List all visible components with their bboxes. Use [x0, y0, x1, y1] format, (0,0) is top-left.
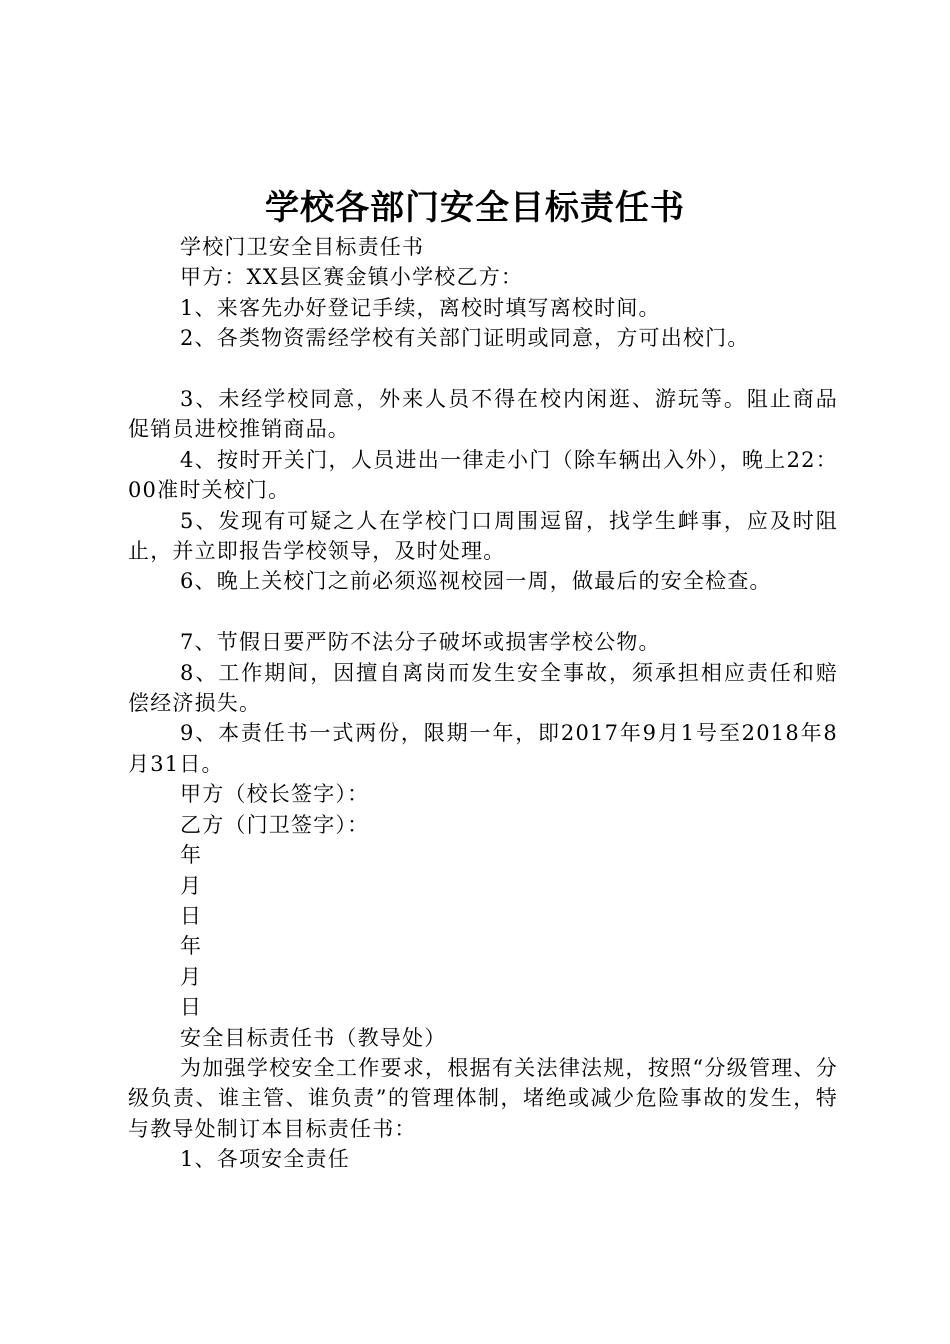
- document-title: 学校各部门安全目标责任书: [265, 188, 685, 228]
- date-month-2: 月: [180, 964, 203, 989]
- clause-5: 5、发现有可疑之人在学校门口周围逗留，找学生衅事，应及时阻止，并立即报告学校领导，及时处理。: [128, 508, 838, 564]
- clause-7: 7、节假日要严防不法分子破坏或损害学校公物。: [180, 630, 661, 655]
- section-heading-gatekeeper: 学校门卫安全目标责任书: [180, 235, 425, 259]
- signature-party-b: 乙方（门卫签字）：: [180, 812, 370, 837]
- party-line: 甲方：XX县区赛金镇小学校乙方：: [180, 265, 524, 290]
- clause-academic-1: 1、各项安全责任: [180, 1147, 350, 1172]
- date-month-1: 月: [180, 873, 203, 898]
- intro-paragraph: 为加强学校安全工作要求，根据有关法律法规，按照“分级管理、分级负责、谁主管、谁负责”的管理体制，堵绝或减少危险事故的发生，特与教导处制订本目标责任书：: [128, 1055, 838, 1141]
- date-year-1: 年: [180, 843, 203, 868]
- clause-3: 3、未经学校同意，外来人员不得在校内闲逛、游玩等。阻止商品促销员进校推销商品。: [128, 387, 838, 442]
- clause-2: 2、各类物资需经学校有关部门证明或同意，方可出校门。: [180, 326, 750, 351]
- date-day-1: 日: [180, 903, 203, 928]
- clause-4: 4、按时开关门，人员进出一律走小门（除车辆出入外），晚上22：00准时关校门。: [128, 447, 838, 503]
- date-year-2: 年: [180, 934, 203, 959]
- signature-party-a: 甲方（校长签字）：: [180, 782, 370, 807]
- date-day-2: 日: [180, 995, 203, 1020]
- section-heading-academic: 安全目标责任书（教导处）: [180, 1025, 447, 1050]
- clause-8: 8、工作期间，因擅自离岗而发生安全事故，须承担相应责任和赔偿经济损失。: [128, 660, 838, 716]
- clause-9: 9、本责任书一式两份，限期一年，即2017年9月1号至2018年8月31日。: [128, 721, 838, 776]
- clause-6: 6、晚上关校门之前必须巡视校园一周，做最后的安全检查。: [180, 569, 772, 594]
- document-body: [128, 232, 838, 1175]
- clause-1: 1、来客先办好登记手续，离校时填写离校时间。: [180, 295, 661, 320]
